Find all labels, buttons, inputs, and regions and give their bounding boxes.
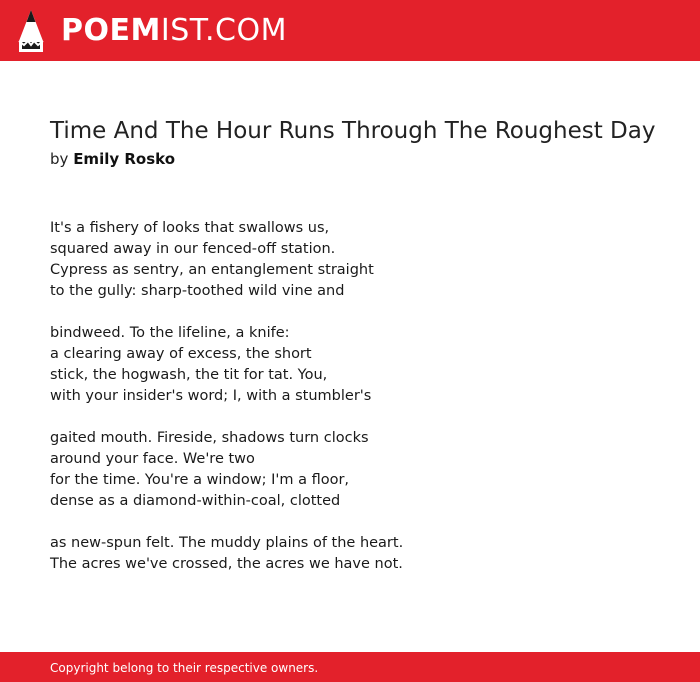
site-logo-link[interactable] xyxy=(61,10,287,52)
poem-line: to the gully: sharp-toothed wild vine and xyxy=(50,283,345,299)
poem-line: with your insider's word; I, with a stumbler's xyxy=(50,388,372,404)
poem-body xyxy=(50,218,650,596)
poem-line: as new-spun felt. The muddy plains of the heart. xyxy=(50,535,404,551)
poem-line: for the time. You're a window; I'm a floor, xyxy=(50,472,350,488)
poem-line: a clearing away of excess, the short xyxy=(50,346,312,362)
poem-byline xyxy=(50,148,175,170)
by-label: by xyxy=(50,150,69,168)
poem-line: stick, the hogwash, the tit for tat. You, xyxy=(50,367,328,383)
stanza xyxy=(50,218,650,302)
stanza xyxy=(50,323,650,407)
brand-name-bold: POEM xyxy=(61,13,161,48)
stanza xyxy=(50,428,650,512)
stanza xyxy=(50,533,650,575)
poem-line: Cypress as sentry, an entanglement straight xyxy=(50,262,374,278)
site-footer xyxy=(0,652,700,682)
author-name: Emily Rosko xyxy=(73,150,176,168)
poem-line: dense as a diamond-within-coal, clotted xyxy=(50,493,341,509)
poem-line: around your face. We're two xyxy=(50,451,255,467)
site-header xyxy=(0,0,700,61)
poem-line: bindweed. To the lifeline, a knife: xyxy=(50,325,290,341)
poem-line: It's a fishery of looks that swallows us, xyxy=(50,220,330,236)
copyright-notice: Copyright belong to their respective owners. xyxy=(50,661,319,675)
poem-title: Time And The Hour Runs Through The Roughest Day xyxy=(50,118,656,144)
poem-line: squared away in our fenced-off station. xyxy=(50,241,336,257)
poem-line: The acres we've crossed, the acres we have not. xyxy=(50,556,403,572)
pencil-tip-icon[interactable] xyxy=(17,9,45,53)
brand-name-light: IST.COM xyxy=(160,13,287,48)
poem-line: gaited mouth. Fireside, shadows turn clocks xyxy=(50,430,369,446)
